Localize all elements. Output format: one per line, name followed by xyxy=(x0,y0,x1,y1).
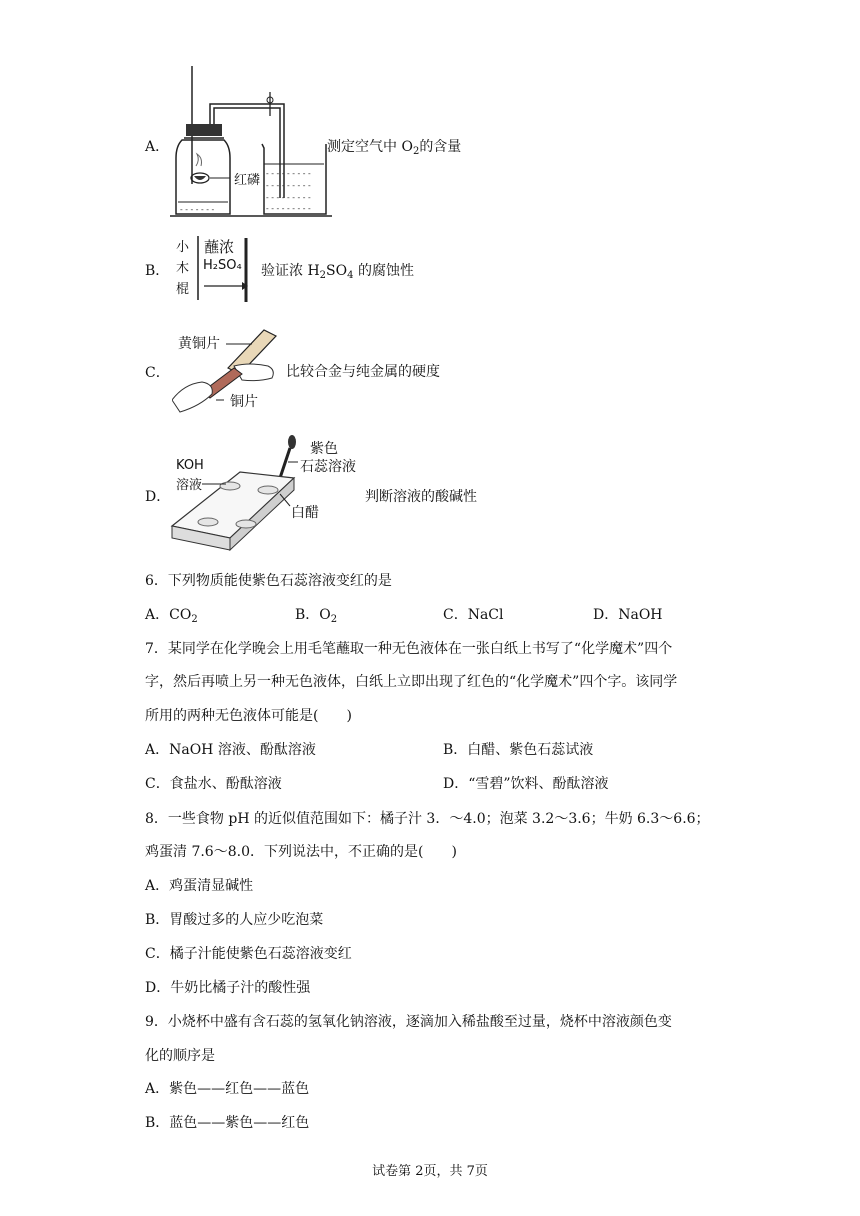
q6-option-b xyxy=(295,604,337,625)
copper-label: 铜片 xyxy=(230,394,258,410)
q8-option-b: B．胃酸过多的人应少吃泡菜 xyxy=(145,912,324,928)
q5-option-d-desc: 判断溶液的酸碱性 xyxy=(365,489,477,505)
q6-option-a xyxy=(145,604,198,625)
q5-b-desc-pre: 验证浓 H xyxy=(261,263,320,279)
svg-text:- - - - - - -: - - - - - - - xyxy=(180,205,215,214)
q8-option-a: A．鸡蛋清显碱性 xyxy=(145,878,254,894)
q8-option-c: C．橘子汁能使紫色石蕊溶液变红 xyxy=(145,946,352,962)
q8-stem-line-2: 鸡蛋清 7.6～8.0．下列说法中，不正确的是( ) xyxy=(145,844,457,860)
q5-option-d-letter: D． xyxy=(145,489,171,505)
q9-stem-line-2: 化的顺序是 xyxy=(145,1048,215,1064)
brass-label: 黄铜片 xyxy=(178,336,220,352)
vinegar-label: 白醋 xyxy=(291,505,319,521)
q5-option-a-desc xyxy=(327,136,461,157)
q7-stem-line-1: 7．某同学在化学晚会上用毛笔蘸取一种无色液体在一张白纸上书写了“化学魔术”四个 xyxy=(145,641,673,657)
q5-a-desc-sub: 2 xyxy=(412,146,420,157)
stick-label-2: 木 xyxy=(176,261,190,276)
q7-option-b: B．白醋、紫色石蕊试液 xyxy=(443,742,594,758)
q5-a-desc-pre: 测定空气中 O xyxy=(327,139,413,155)
q5-a-desc-post: 的含量 xyxy=(419,139,462,155)
koh-label-1: KOH xyxy=(176,458,204,473)
q8-option-d: D．牛奶比橘子汁的酸性强 xyxy=(145,980,311,996)
svg-text:- - - - - - - - -: - - - - - - - - - xyxy=(266,193,311,202)
q6-b-sub: 2 xyxy=(330,614,338,625)
litmus-label-2: 石蕊溶液 xyxy=(300,459,356,475)
phosphorus-apparatus-figure xyxy=(166,66,336,218)
q6-option-c: C．NaCl xyxy=(443,607,504,623)
q5-b-desc-sub2: 4 xyxy=(347,270,354,281)
q9-option-a: A．紫色——红色——蓝色 xyxy=(145,1081,310,1097)
phosphorus-label: 红磷 xyxy=(234,173,261,188)
acid-label-top: 蘸浓 xyxy=(204,238,235,256)
q6-option-d: D．NaOH xyxy=(593,607,663,623)
q5-b-desc-post: 的腐蚀性 xyxy=(353,263,414,279)
q5-option-b-desc xyxy=(261,260,414,281)
q7-stem-line-3: 所用的两种无色液体可能是( ) xyxy=(145,708,352,724)
svg-text:- - - - - - - - -: - - - - - - - - - xyxy=(266,181,311,190)
svg-text:- - - - - - - - -: - - - - - - - - - xyxy=(266,204,311,213)
stick-label-1: 小 xyxy=(176,240,190,255)
q6-a-pre: A．CO xyxy=(145,607,192,623)
q9-stem-line-1: 9．小烧杯中盛有含石蕊的氢氧化钠溶液，逐滴加入稀盐酸至过量，烧杯中溶液颜色变 xyxy=(145,1014,672,1030)
q5-option-b-letter: B． xyxy=(145,263,170,279)
koh-label-2: 溶液 xyxy=(176,478,203,493)
q6-a-sub: 2 xyxy=(191,614,198,625)
q5-b-desc-mid: SO xyxy=(326,263,348,279)
q5-b-desc-sub1: 2 xyxy=(319,270,327,281)
litmus-label-1: 紫色 xyxy=(310,441,338,457)
q7-option-c: C．食盐水、酚酞溶液 xyxy=(145,776,282,792)
q9-option-b: B．蓝色——紫色——红色 xyxy=(145,1115,310,1131)
q7-stem-line-2: 字，然后再喷上另一种无色液体，白纸上立即出现了红色的“化学魔术”四个字。该同学 xyxy=(145,674,678,690)
stick-label-3: 棍 xyxy=(176,282,190,297)
q7-option-a: A．NaOH 溶液、酚酞溶液 xyxy=(145,742,316,758)
page-footer: 试卷第 2页，共 7页 xyxy=(372,1164,488,1179)
svg-text:- - - - - - - - -: - - - - - - - - - xyxy=(266,169,311,178)
q6-b-pre: B．O xyxy=(295,607,331,623)
q8-stem-line-1: 8．一些食物 pH 的近似值范围如下：橘子汁 3．～4.0；泡菜 3.2～3.6；牛奶 6.3～6.6； xyxy=(145,811,710,827)
acid-formula: H₂SO₄ xyxy=(203,258,242,273)
q5-option-a-letter: A． xyxy=(145,139,170,155)
q5-option-c-letter: C． xyxy=(145,365,170,381)
q5-option-c-desc: 比较合金与纯金属的硬度 xyxy=(286,364,440,380)
q7-option-d: D．“雪碧”饮料、酚酞溶液 xyxy=(443,776,609,792)
q6-stem: 6．下列物质能使紫色石蕊溶液变红的是 xyxy=(145,573,392,589)
